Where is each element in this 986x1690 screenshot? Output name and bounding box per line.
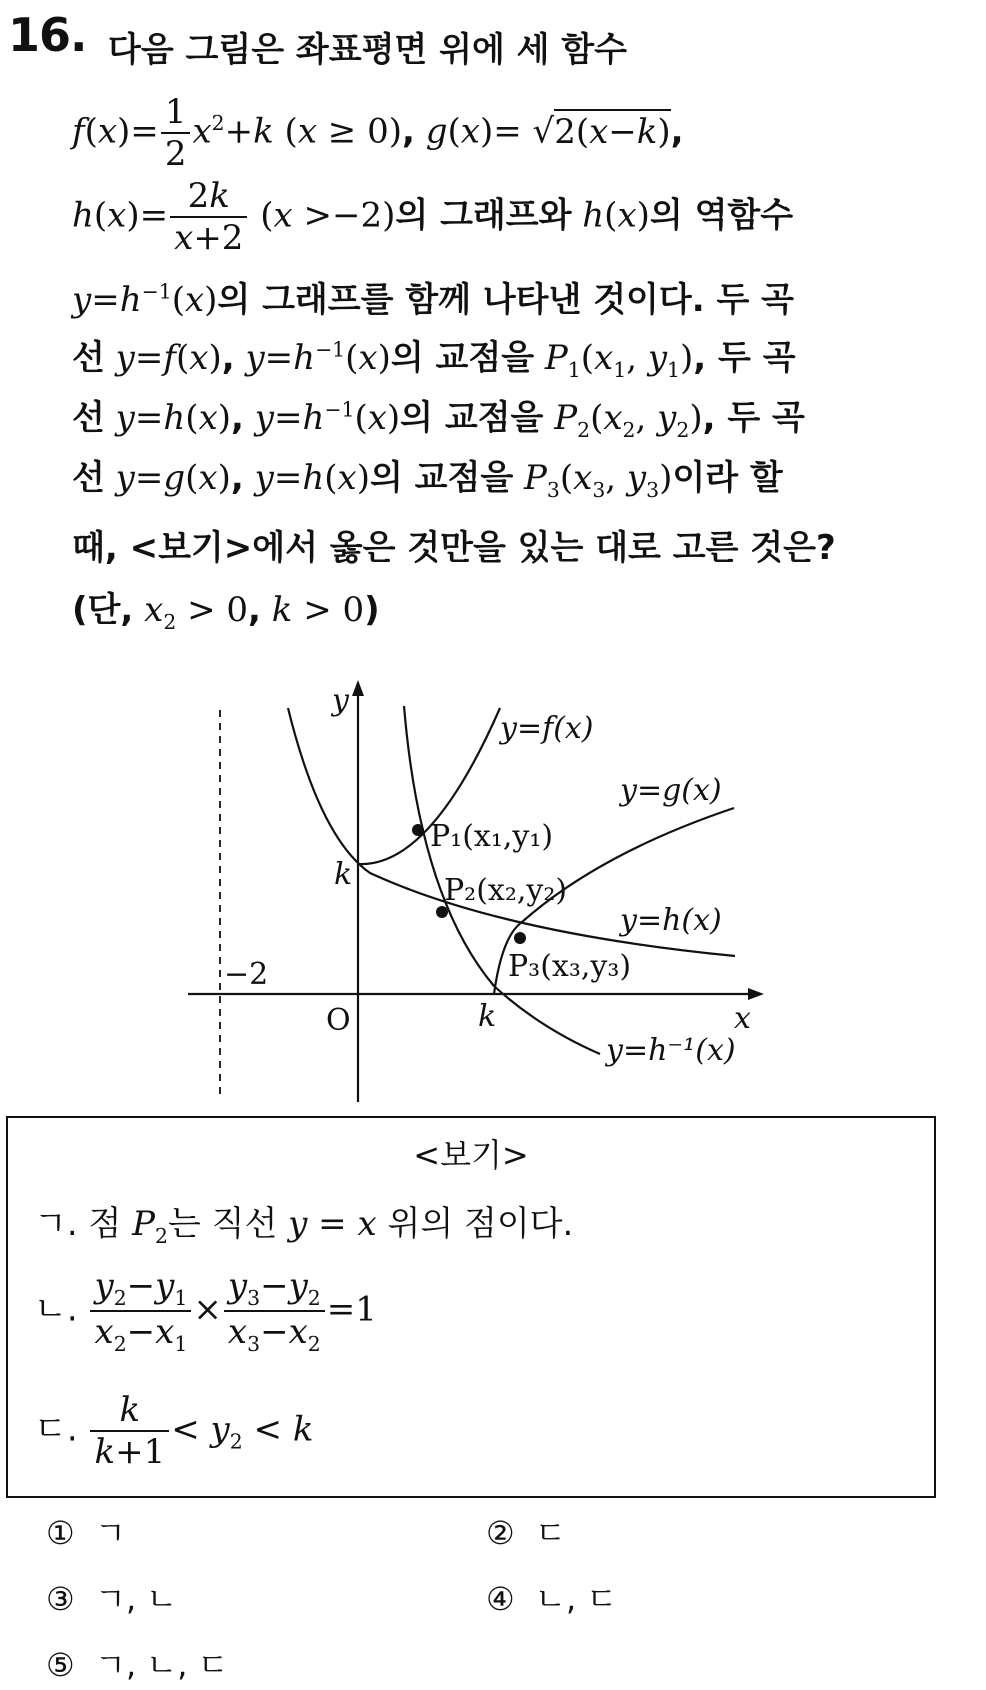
function-graph — [0, 668, 986, 1110]
curve-hinv-label: y=h⁻¹(x) — [606, 1033, 736, 1068]
x-axis-arrow — [748, 988, 764, 1000]
p2-label: P₂(x₂,y₂) — [444, 873, 568, 908]
function-definition-h: h(x)= $\frac{2k}{x+2}$ (x >−2)의 그래프와 h(x)의 역함수 — [72, 176, 794, 258]
bogi-item-a: ㄱ. 점 $P_2$는 직선 y = x 위의 점이다. — [34, 1204, 574, 1248]
problem-condition: (단, $x_2 > 0$, k > 0) — [72, 590, 380, 634]
k-y-label: k — [334, 857, 353, 892]
problem-line-8: 때, <보기>에서 옳은 것만을 있는 대로 고른 것은? — [72, 528, 836, 568]
x-axis-label: x — [734, 1001, 751, 1036]
problem-line-6: 선 y=h(x), $y=h^{-1}(x)$의 교점을 $P_2(x_2$, $y_2$), 두 곡 — [72, 397, 805, 442]
point-p1 — [412, 824, 424, 836]
choice-4[interactable]: ④ ㄴ, ㄷ — [486, 1580, 618, 1618]
problem-line-7: 선 y=g(x), y=h(x)의 교점을 $P_3(x_3$, $y_3$)이라 할 — [72, 458, 783, 502]
point-p3 — [514, 932, 526, 944]
y-axis-arrow — [352, 680, 364, 696]
choice-2[interactable]: ② ㄷ — [486, 1514, 566, 1552]
origin-label: O — [326, 1003, 351, 1038]
curve-f-label: y=f(x) — [500, 711, 594, 746]
text-graph-and: 의 그래프와 — [395, 195, 572, 236]
function-definitions-fg: f(x)= $\frac{1}{2}$ $x^2+k$ (x ≥ 0), g(x)= √2(x−k), — [72, 92, 684, 174]
p3-label: P₃(x₃,y₃) — [508, 949, 632, 984]
y-axis-label: y — [332, 683, 349, 718]
curve-g-label: y=g(x) — [620, 773, 722, 808]
text-inverse: 의 역함수 — [649, 195, 794, 236]
choice-3[interactable]: ③ ㄱ, ㄴ — [46, 1580, 178, 1618]
p1-label: P₁(x₁,y₁) — [430, 819, 554, 854]
problem-intro: 다음 그림은 좌표평면 위에 세 함수 — [108, 30, 627, 70]
k-x-label: k — [478, 999, 497, 1034]
choice-1[interactable]: ① ㄱ — [46, 1514, 126, 1552]
bogi-title: <보기> — [413, 1136, 529, 1174]
choice-5[interactable]: ⑤ ㄱ, ㄴ, ㄷ — [46, 1646, 229, 1684]
curve-h-label: y=h(x) — [620, 903, 722, 938]
bogi-item-c: ㄷ. $\frac{k}{k+1}$ < $y_2 < k$ — [34, 1390, 314, 1472]
neg2-label: −2 — [224, 957, 269, 992]
bogi-item-b: ㄴ. $\frac{y_2-y_1}{x_2-x_1}$ × $\frac{y_3-y_2}{x_3-x_2}$ =1 — [34, 1266, 377, 1356]
problem-line-5: 선 y=f(x), $y=h^{-1}(x)$의 교점을 $P_1(x_1$, $y_1$), 두 곡 — [72, 337, 796, 382]
problem-number: 16. — [8, 8, 87, 62]
bogi-box — [6, 1116, 936, 1498]
problem-line-4: $y=h^{-1}(x)$의 그래프를 함께 나타낸 것이다. 두 곡 — [72, 279, 795, 320]
